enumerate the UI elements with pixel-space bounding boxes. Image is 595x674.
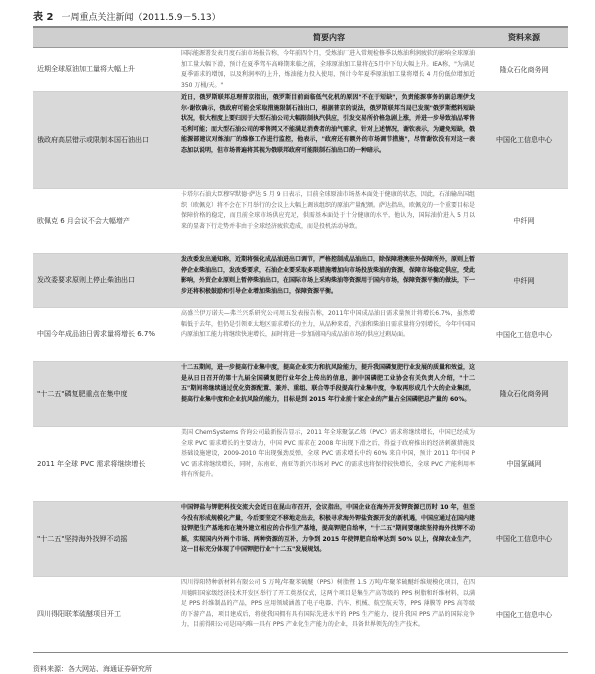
row-source: 隆众石化商务网 (499, 390, 549, 398)
table-row (33, 362, 568, 427)
row-title: 四川得阳联苯硫醚项目开工 (37, 610, 121, 618)
table-row (33, 48, 568, 92)
row-content-text: 卡塔尔石油大臣穆罕默德·萨达 5 月 9 日表示，目前全球原油市场基本面处于健康的状态，因此，石油输出国组织（欧佩克）将不会在下月举行的会议上大幅上调该组织的原油产量配额。萨达指出，欧佩克的一个重要目标是保障价格的稳定，而且前全球市场供应充足，供需基本面处于十分健康的水平，他认为，国际油价进入 5 月以来的显著下行走势并非由于全球经济疲软造成，而是投机活动导致。 (181, 191, 476, 230)
row-title: "十二五"磷复肥重点在集中度 (37, 389, 128, 398)
row-content (178, 362, 480, 426)
row-title: 2011 年全球 PVC 需求将继续增长 (37, 459, 146, 468)
row-source: 中国化工信息中心 (496, 610, 552, 619)
row-source: 中纤网 (513, 276, 535, 285)
row-content (178, 48, 480, 91)
row-source: 中国化工信息中心 (496, 330, 552, 339)
table-row (33, 308, 568, 362)
report-page (33, 10, 568, 674)
row-content (178, 502, 480, 576)
row-content-text: 四川得阳特种新材料有限公司 5 万吨/年聚苯硫醚（PPS）树脂暨 1.5 万吨/年聚苯硫醚纤维规模化项目，在四川德阳国家级经济技术开发区举行了开工奠基仪式，这两个项目是集生产高等级的 PPS 树脂和纤维材料，以满足 PPS 纤维制品的产品，PPS 应用领域涵盖了电子电器、汽车、机械、航空航天等，PPS 薄膜等 PPS 高等级的下游产品，项目建成后，将使我国拥有具有国际先进水平的 PPS 生产能力，提升我国 PPS 产品的国际竞争力，目前得阳公司是国内唯一具有 PPS 产业化生产能力的企业，具备世界领先的生产技术。 (181, 579, 475, 628)
row-content (178, 427, 480, 501)
table-row (33, 189, 568, 254)
header-title-col (33, 28, 178, 47)
row-title: 发改委要求原则上停止柴油出口 (37, 276, 135, 284)
row-content (178, 254, 480, 307)
source-footnote: 资料来源：各大网站、海通证券研究所 (33, 665, 152, 673)
row-source: 中国氯碱网 (506, 460, 542, 468)
row-title: 欧佩克 6 月会议不会大幅增产 (37, 216, 130, 225)
table-number: 表 2 (33, 12, 54, 23)
header-source: 资料来源 (508, 33, 540, 42)
table-row (33, 427, 568, 502)
row-content-text: 近日，俄罗斯联邦总理普京指出，俄罗斯目前面临低气化机的原因"不在于短缺"，负责能源事务的副总理伊戈尔·谢钦确示，俄政府可能会采取措施限制石油出口，根据普京的说法，俄罗斯联邦当局已发现"俄罗斯燃料短缺状况，很大程度上要归因于大型石油公司大幅限制执汽供应，引发交易所价格急剧上涨，并进一步导致油品零售毛利可能；而大型石油公司的零售网又不能满足消费者的油气需求，针对上述情况，谢钦表示，为避免短缺，俄能源部建议对炼油厂的维修工作进行监控，他表示，"政府还有额外的市场调节措施"，尽管谢钦没有对这一表态加以说明，但市场普遍将其视为俄联邦政府可能限制石油出口的一种暗示。 (181, 94, 476, 154)
row-content (178, 308, 480, 361)
news-table (33, 26, 568, 653)
row-content-text: 中国钾盐与钾肥科技交流大会近日在昆山市召开，会议指出，中国企业在海外开发钾资源已历时 10 年，但至今没有形成规模化产量，今后要坚定不移地走出去，积极寻求海外钾盐资源开发的新机遇，中国应通过在国内建设钾肥生产基地和在境外建立相应的合作生产基地，提高钾肥自给率，"十二五"期间要继续坚持海外找钾不动摇，实现国内外两个市场、两种资源的互补，力争到 2015 年使钾肥自给率达到 50% 以上，保障农业生产，这一目标充分体现了中国钾肥行业"十二五"发展规划。 (181, 504, 476, 553)
row-source: 隆众石化商务网 (499, 65, 549, 74)
row-content (178, 189, 480, 253)
row-content-text: 美国 ChemSystems 咨询公司最新报告显示，2011 年全球聚氯乙烯（PVC）需求将继续增长，中国已经成为全球 PVC 需求增长的主要动力，中国 PVC 需求在 2008 年出现下滑之后，得益于政府推出的经济刺激措施及基础设施建设，2009-2010 年出现强劲反弹，全球 PVC 需求增长中约 60% 来自中国，预计 2011 年中国 PVC 需求将继续增长，同时，东南亚、南亚等新兴市场对 PVC 的需求也将保持较快增长，全球 PVC 产能利用率将有所提升。 (181, 429, 475, 478)
row-content-text: 高盛兰伊万诺夫—弗兰兴系研究公司周五发表报告称，2011年中国成品油日需求量预计将增长6.7%，虽然增幅低于去年，但仍是引领亚太地区需求增长的主力，从品种来看，汽油和柴油日需求量将分别增长，今年中国国内原油加工能力将继续快速增长，届时将进一步加剧国内成品油市场的供应过剩局面。 (181, 310, 476, 338)
table-caption (33, 10, 568, 26)
row-source: 中国化工信息中心 (496, 535, 552, 543)
table-subtitle: 一周重点关注新闻（2011.5.9－5.13） (61, 13, 221, 23)
row-title: 俄政府高层错示或限制本国石油出口 (37, 135, 149, 144)
row-content-text: 发改委发出通知称，近期将强化成品油进出口调节，严格控制成品油出口，除保障港澳驻外保障所外，原则上暂停企业柴油出口，发改委要求，石油企业要采取多项措施增加向市场投放柴油的资源，保障市场稳定供应，受此影响，外贸企业原则上暂停柴油出口，在国际市场上采购柴油等资源用于国内市场，保障资源平衡的做法，下一步还将积极鼓励和引导企业增加柴油出口，保障资源平衡。 (181, 256, 476, 295)
row-title: "十二五"坚持海外找钾不动摇 (37, 534, 128, 543)
row-source: 中国化工信息中心 (496, 136, 552, 144)
row-title: 近期全球原油加工量将大幅上升 (37, 65, 135, 73)
table-row (33, 254, 568, 308)
row-content (178, 577, 480, 652)
table-header-row (33, 28, 568, 48)
row-source: 中纤网 (513, 217, 535, 225)
row-content-text: 十二五期间，进一步提高行业集中度，提高企业实力和抗风险能力，提升我国磷复肥行业发展的质量和效益，这是从日日召开的第十九届全国磷复肥行业年会上传出的信息，据中国磷肥工业协会有关负责人介绍，"十二五"期间将继续通过优化资源配置、兼并、重组、联合等手段提高行业集中度，争取再形成几个大的企业集团，提高行业集中度和企业抗风险的能力，目标是到 2015 年行业前十家企业的产量占全国磷肥总产量的 60%。 (181, 364, 476, 403)
header-content: 简要内容 (313, 33, 345, 42)
table-row (33, 502, 568, 577)
row-content (178, 92, 480, 188)
table-row (33, 577, 568, 652)
row-title: 中国今年成品油日需求量将增长 6.7% (37, 330, 156, 338)
table-row (33, 92, 568, 189)
row-content-text: 国际能源署发表月度石油市场报告称，今年前四个月，受炼油厂进入常规检修季以炼油利润疲软的影响全球原油加工量大幅下滑，预计在夏季驾车高峰期来临之前，全球原油加工量将在5月中下旬大幅上升。IEA称，"为满足夏季需求的增加，以及利润率的上升，炼油能力投入使用，预计今年夏季原油加工量将增长 4 月份低位增加近 350 万桶/天。" (181, 50, 476, 89)
